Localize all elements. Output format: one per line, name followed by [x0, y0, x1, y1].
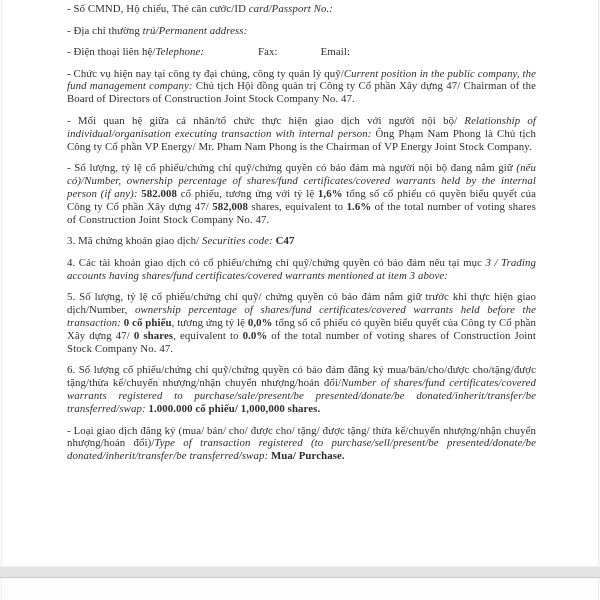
text-run: 1,6%	[317, 187, 343, 200]
text-run: cổ phiếu, tương ứng với tỷ lệ	[177, 187, 318, 200]
text-run: 4. Các tài khoản giao dịch có cổ phiếu/chứng chỉ quỹ/chứng quyền có bảo đảm nêu tại mục	[67, 256, 486, 269]
text-run: - Điện thoại liên hệ/	[67, 46, 156, 58]
text-run: , tương ứng tỷ lệ	[171, 316, 248, 329]
text-run: Number of shares/fund certificates/covered warrants registered to purchase/sale/present/be presented/donate/be donated/inherit/transfer/be transferred/swap:	[67, 377, 536, 415]
text-run: 0,0%	[247, 316, 273, 329]
document-page	[1, 0, 599, 566]
text-run: 0.0%	[242, 329, 268, 342]
text-run: 3. Mã chứng khoán giao dịch/	[67, 235, 202, 248]
text-run: 1.000.000 cổ phiếu/ 1,000,000 shares.	[145, 403, 321, 415]
text-run: Email:	[320, 46, 351, 58]
text-run: Ông Phạm Nam Phong là Chủ tịch Công ty Cổ phần VP Energy/ Mr. Pham Nam Phong is the Chairman of VP Energy Joint Stock Company.	[67, 127, 536, 153]
text-run: 3 / Trading accounts having shares/fund certificates/covered warrants mentioned at item 3 above:	[67, 256, 536, 282]
text-run: Type of transaction registered (to purchase/sell/present/be presented/donate/be donated/inherit/transfer/be transferred/swap:	[67, 437, 537, 463]
doc-paragraphs	[67, 3, 536, 472]
text-run: Securities code:	[202, 235, 273, 248]
text-run: 0 cổ phiếu	[123, 316, 172, 329]
para-shares-registered	[67, 364, 536, 416]
text-run: 582,008	[212, 200, 249, 213]
para-current-position	[67, 68, 536, 107]
text-run: card/Passport No.:	[248, 3, 333, 15]
para-shares-held-before-transaction	[67, 291, 536, 356]
para-transaction-type	[67, 425, 536, 464]
text-run: - Loại giao dịch đăng ký (mua/ bán/ cho/ được cho/ tặng/ được tặng/ thừa kế/chuyển nhượng/nhận chuyển nhượng/hoán đổi)/	[67, 424, 536, 450]
text-run: 6. Số lượng cổ phiếu/chứng chỉ quỹ/chứng quyền có bảo đảm đăng ký mua/bán/cho/được cho/tặng/được tặng/thừa kế/chuyển nhượng/nhận chuyển nhượng/hoán đổi/	[67, 364, 536, 390]
text-run: C47	[272, 235, 295, 248]
text-run: of the total number of voting shares of Construction Joint Stock Company No. 47.	[67, 200, 536, 226]
text-run: - Địa chỉ thường	[67, 24, 143, 37]
text-run: 0 shares	[133, 329, 174, 342]
text-run: shares, equivalent to	[248, 200, 347, 213]
text-run: ownership percentage of shares/fund certificates/covered warrants held before the transaction:	[67, 304, 536, 329]
page-separator	[0, 566, 600, 578]
text-run: 5. Số lượng, tỷ lệ cổ phiếu/chứng chỉ quỹ/ chứng quyền có bảo đảm nắm giữ trước khi thực hiện giao dịch/Number,	[67, 291, 536, 317]
para-shares-held-by-internal-person	[67, 162, 536, 227]
para-telephone-fax-email	[67, 46, 536, 59]
para-securities-code	[67, 235, 536, 248]
text-run: Fax:	[258, 46, 278, 58]
text-run: Chủ tịch Hội đồng quản trị Công ty Cổ phần Xây dựng 47/ Chairman of the Board of Directors of Construction Joint Stock Company No. 47.	[67, 80, 536, 106]
text-run: tổng số cổ phiếu có quyền biểu quyết của Công ty Cổ phần Xây dựng 47/	[67, 187, 536, 213]
text-run: (nếu có)/Number, ownership percentage of shares/fund certificates/covered warrants held by the internal person (if any):	[67, 162, 536, 200]
text-run: of the total number of voting shares of Construction Joint Stock Company No. 47.	[67, 329, 537, 355]
next-page-edge	[1, 578, 599, 600]
text-run: Telephone:	[155, 46, 205, 58]
text-run: Current position in the public company, the fund management company:	[67, 67, 536, 93]
text-run: Relationship of individual/organisation executing transaction with internal person:	[67, 114, 536, 140]
para-relationship	[67, 115, 536, 154]
text-run: Mua/ Purchase.	[268, 450, 345, 463]
text-run: trú/Permanent address:	[142, 24, 248, 37]
text-run: , equivalent to	[173, 329, 243, 342]
text-run: 1.6%	[346, 200, 372, 213]
text-run: - Mối quan hệ giữa cá nhân/tổ chức thực hiện giao dịch với người nội bộ/	[67, 114, 465, 127]
text-run: 582.008	[141, 187, 178, 200]
para-trading-accounts	[67, 257, 536, 283]
text-run: - Số lượng, tỷ lệ cổ phiếu/chứng chỉ quỹ/chứng quyền có bảo đảm mà người nội bộ đang nắm giữ	[67, 162, 517, 175]
text-run: tổng số cổ phiếu có quyền biểu quyết của Công ty Cổ phần Xây dựng 47/	[67, 316, 536, 342]
text-run: - Số CMND, Hộ chiếu, Thẻ căn cước/ID	[67, 3, 249, 15]
para-id-card	[67, 3, 536, 16]
para-permanent-address	[67, 25, 536, 38]
text-run: - Chức vụ hiện nay tại công ty đại chúng, công ty quản lý quỹ/	[67, 67, 344, 80]
